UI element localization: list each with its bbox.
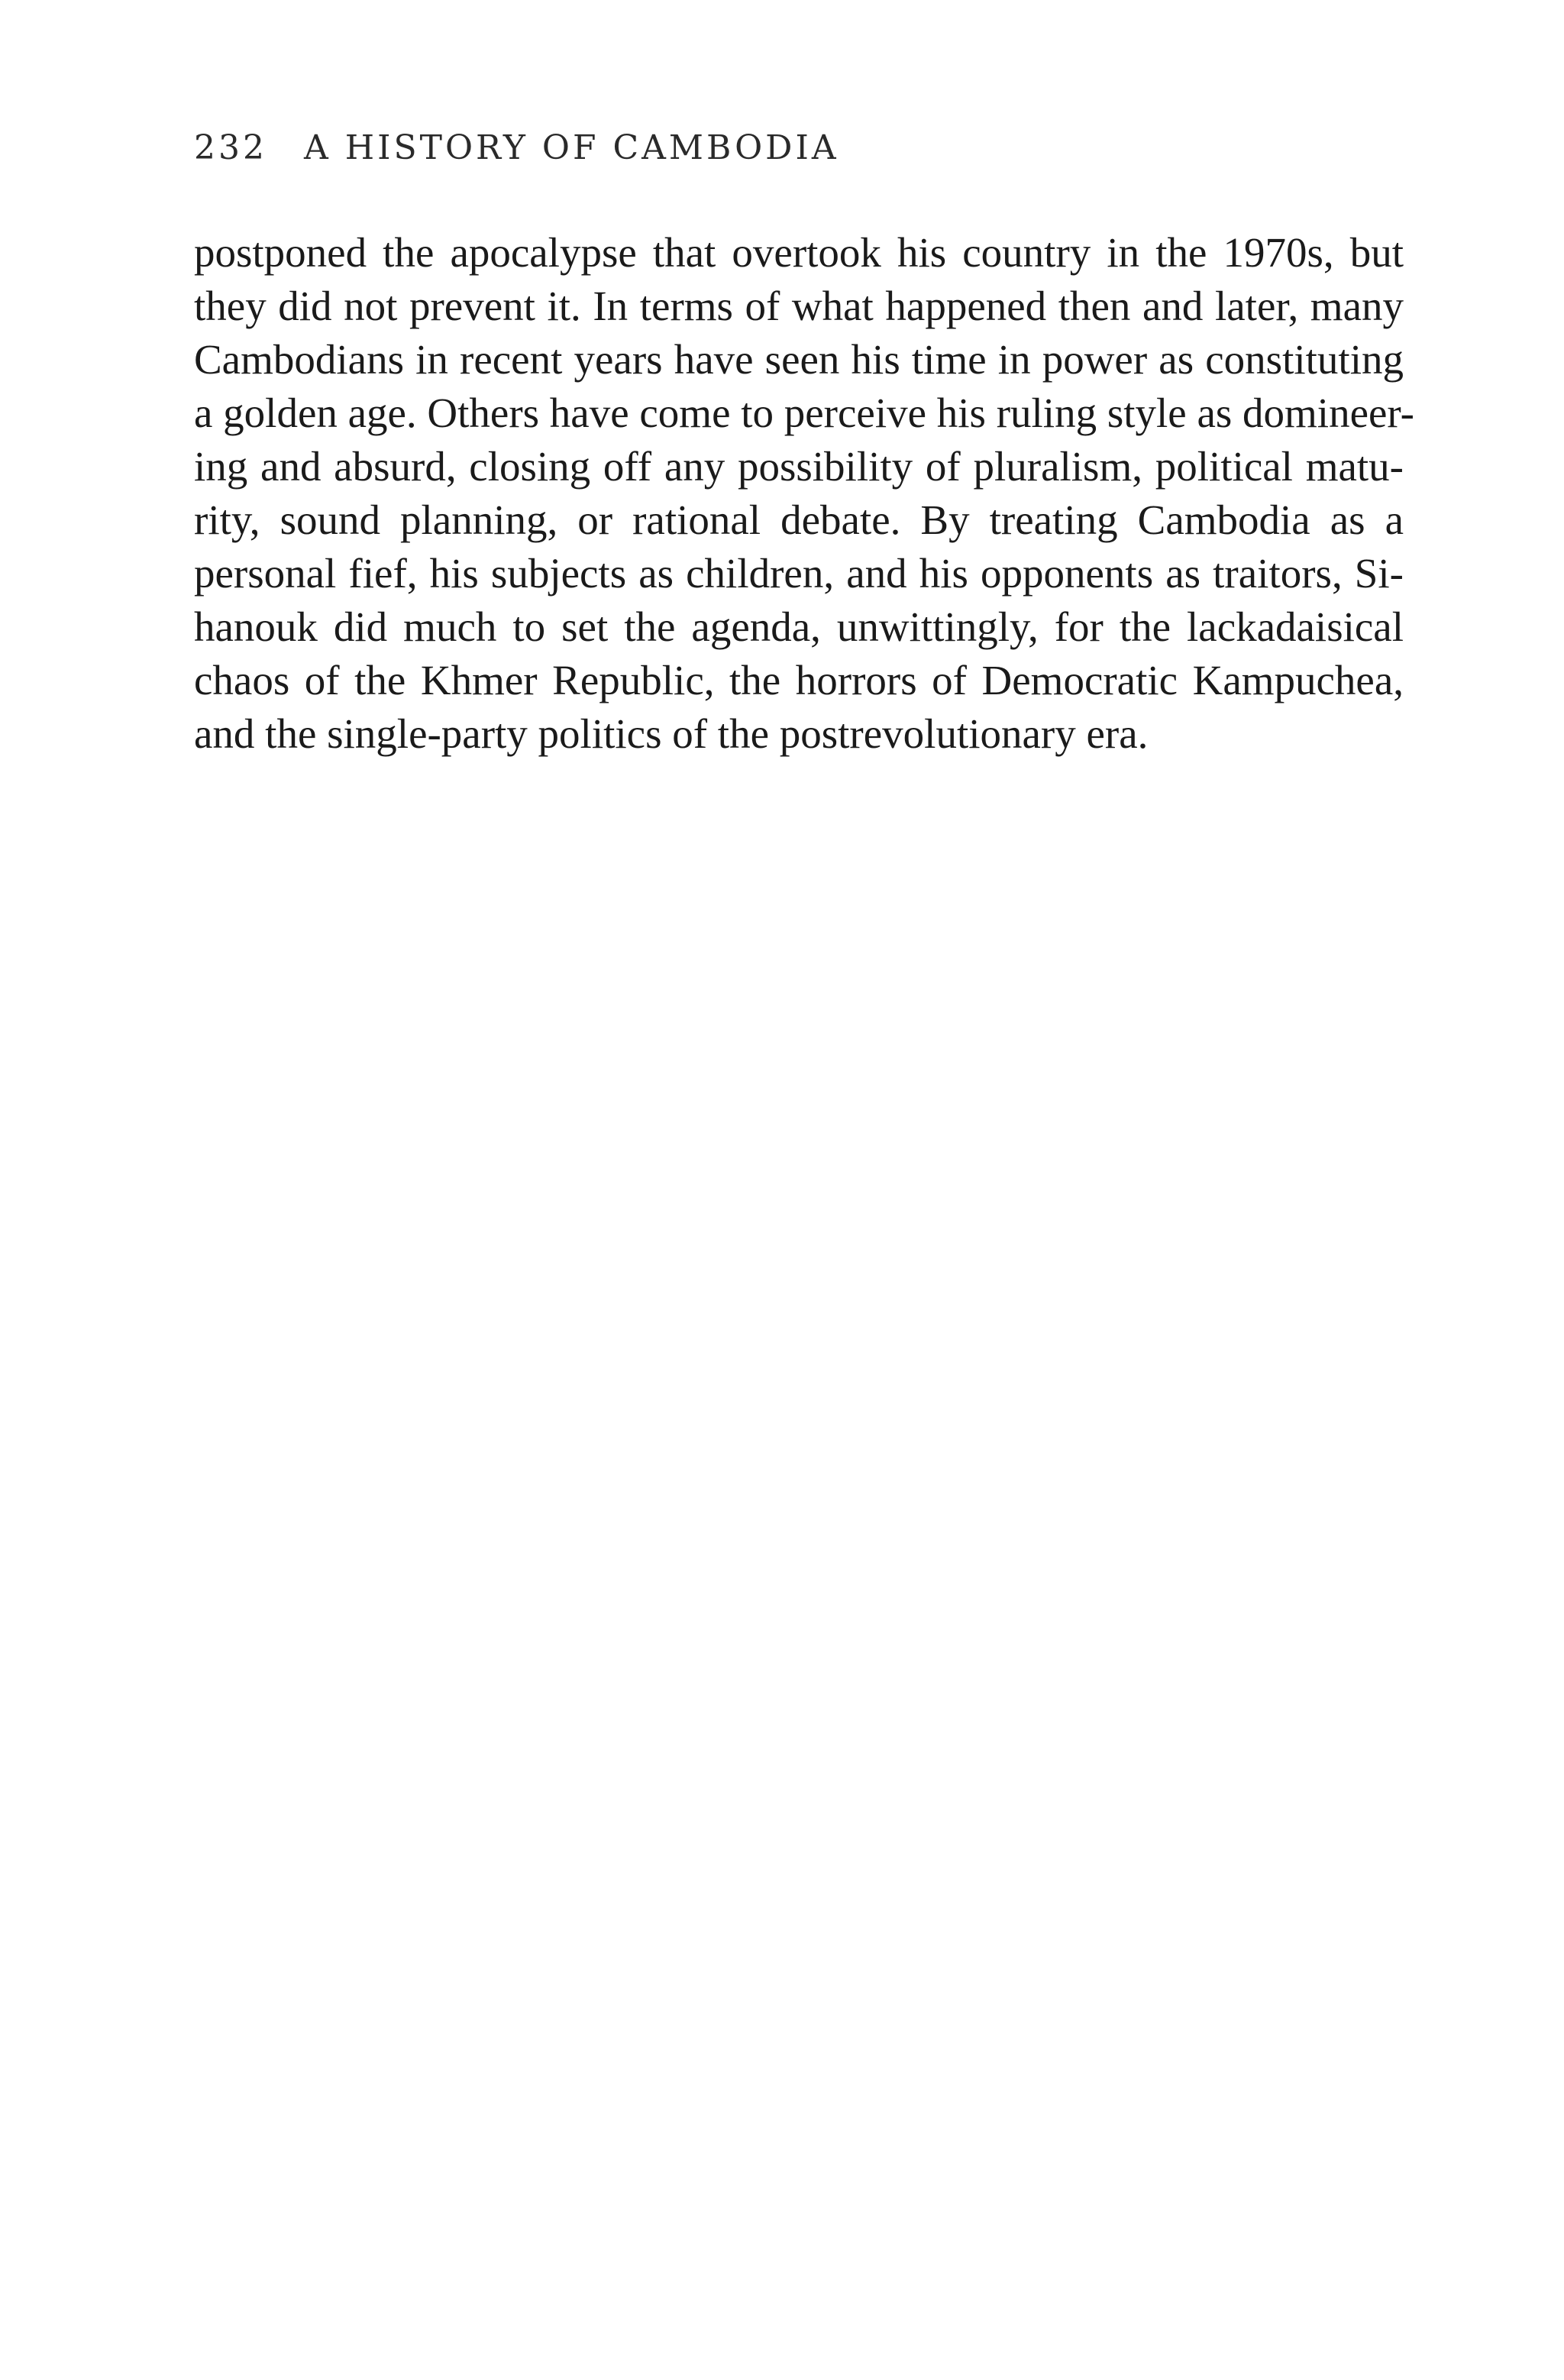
text-line: ing and absurd, closing off any possibility of pluralism, political matu-	[194, 443, 1404, 490]
text-line: chaos of the Khmer Republic, the horrors of Democratic Kampuchea,	[194, 657, 1404, 703]
text-line: and the single-party politics of the postrevolutionary era.	[194, 710, 1149, 757]
text-line: Cambodians in recent years have seen his time in power as constituting	[194, 336, 1404, 383]
page-number: 232	[194, 128, 267, 167]
text-line: postponed the apocalypse that overtook his country in the 1970s, but	[194, 229, 1404, 276]
text-line: they did not prevent it. In terms of what happened then and later, many	[194, 283, 1404, 329]
text-line: personal fief, his subjects as children, and his opponents as traitors, Si-	[194, 550, 1404, 597]
text-line: hanouk did much to set the agenda, unwittingly, for the lackadaisical	[194, 603, 1404, 650]
running-title: A HISTORY OF CAMBODIA	[303, 128, 839, 167]
body-paragraph	[194, 226, 1414, 761]
text-line: a golden age. Others have come to perceive his ruling style as domineer-	[194, 390, 1414, 436]
text-line: rity, sound planning, or rational debate. By treating Cambodia as a	[194, 496, 1404, 543]
running-head	[194, 128, 839, 174]
